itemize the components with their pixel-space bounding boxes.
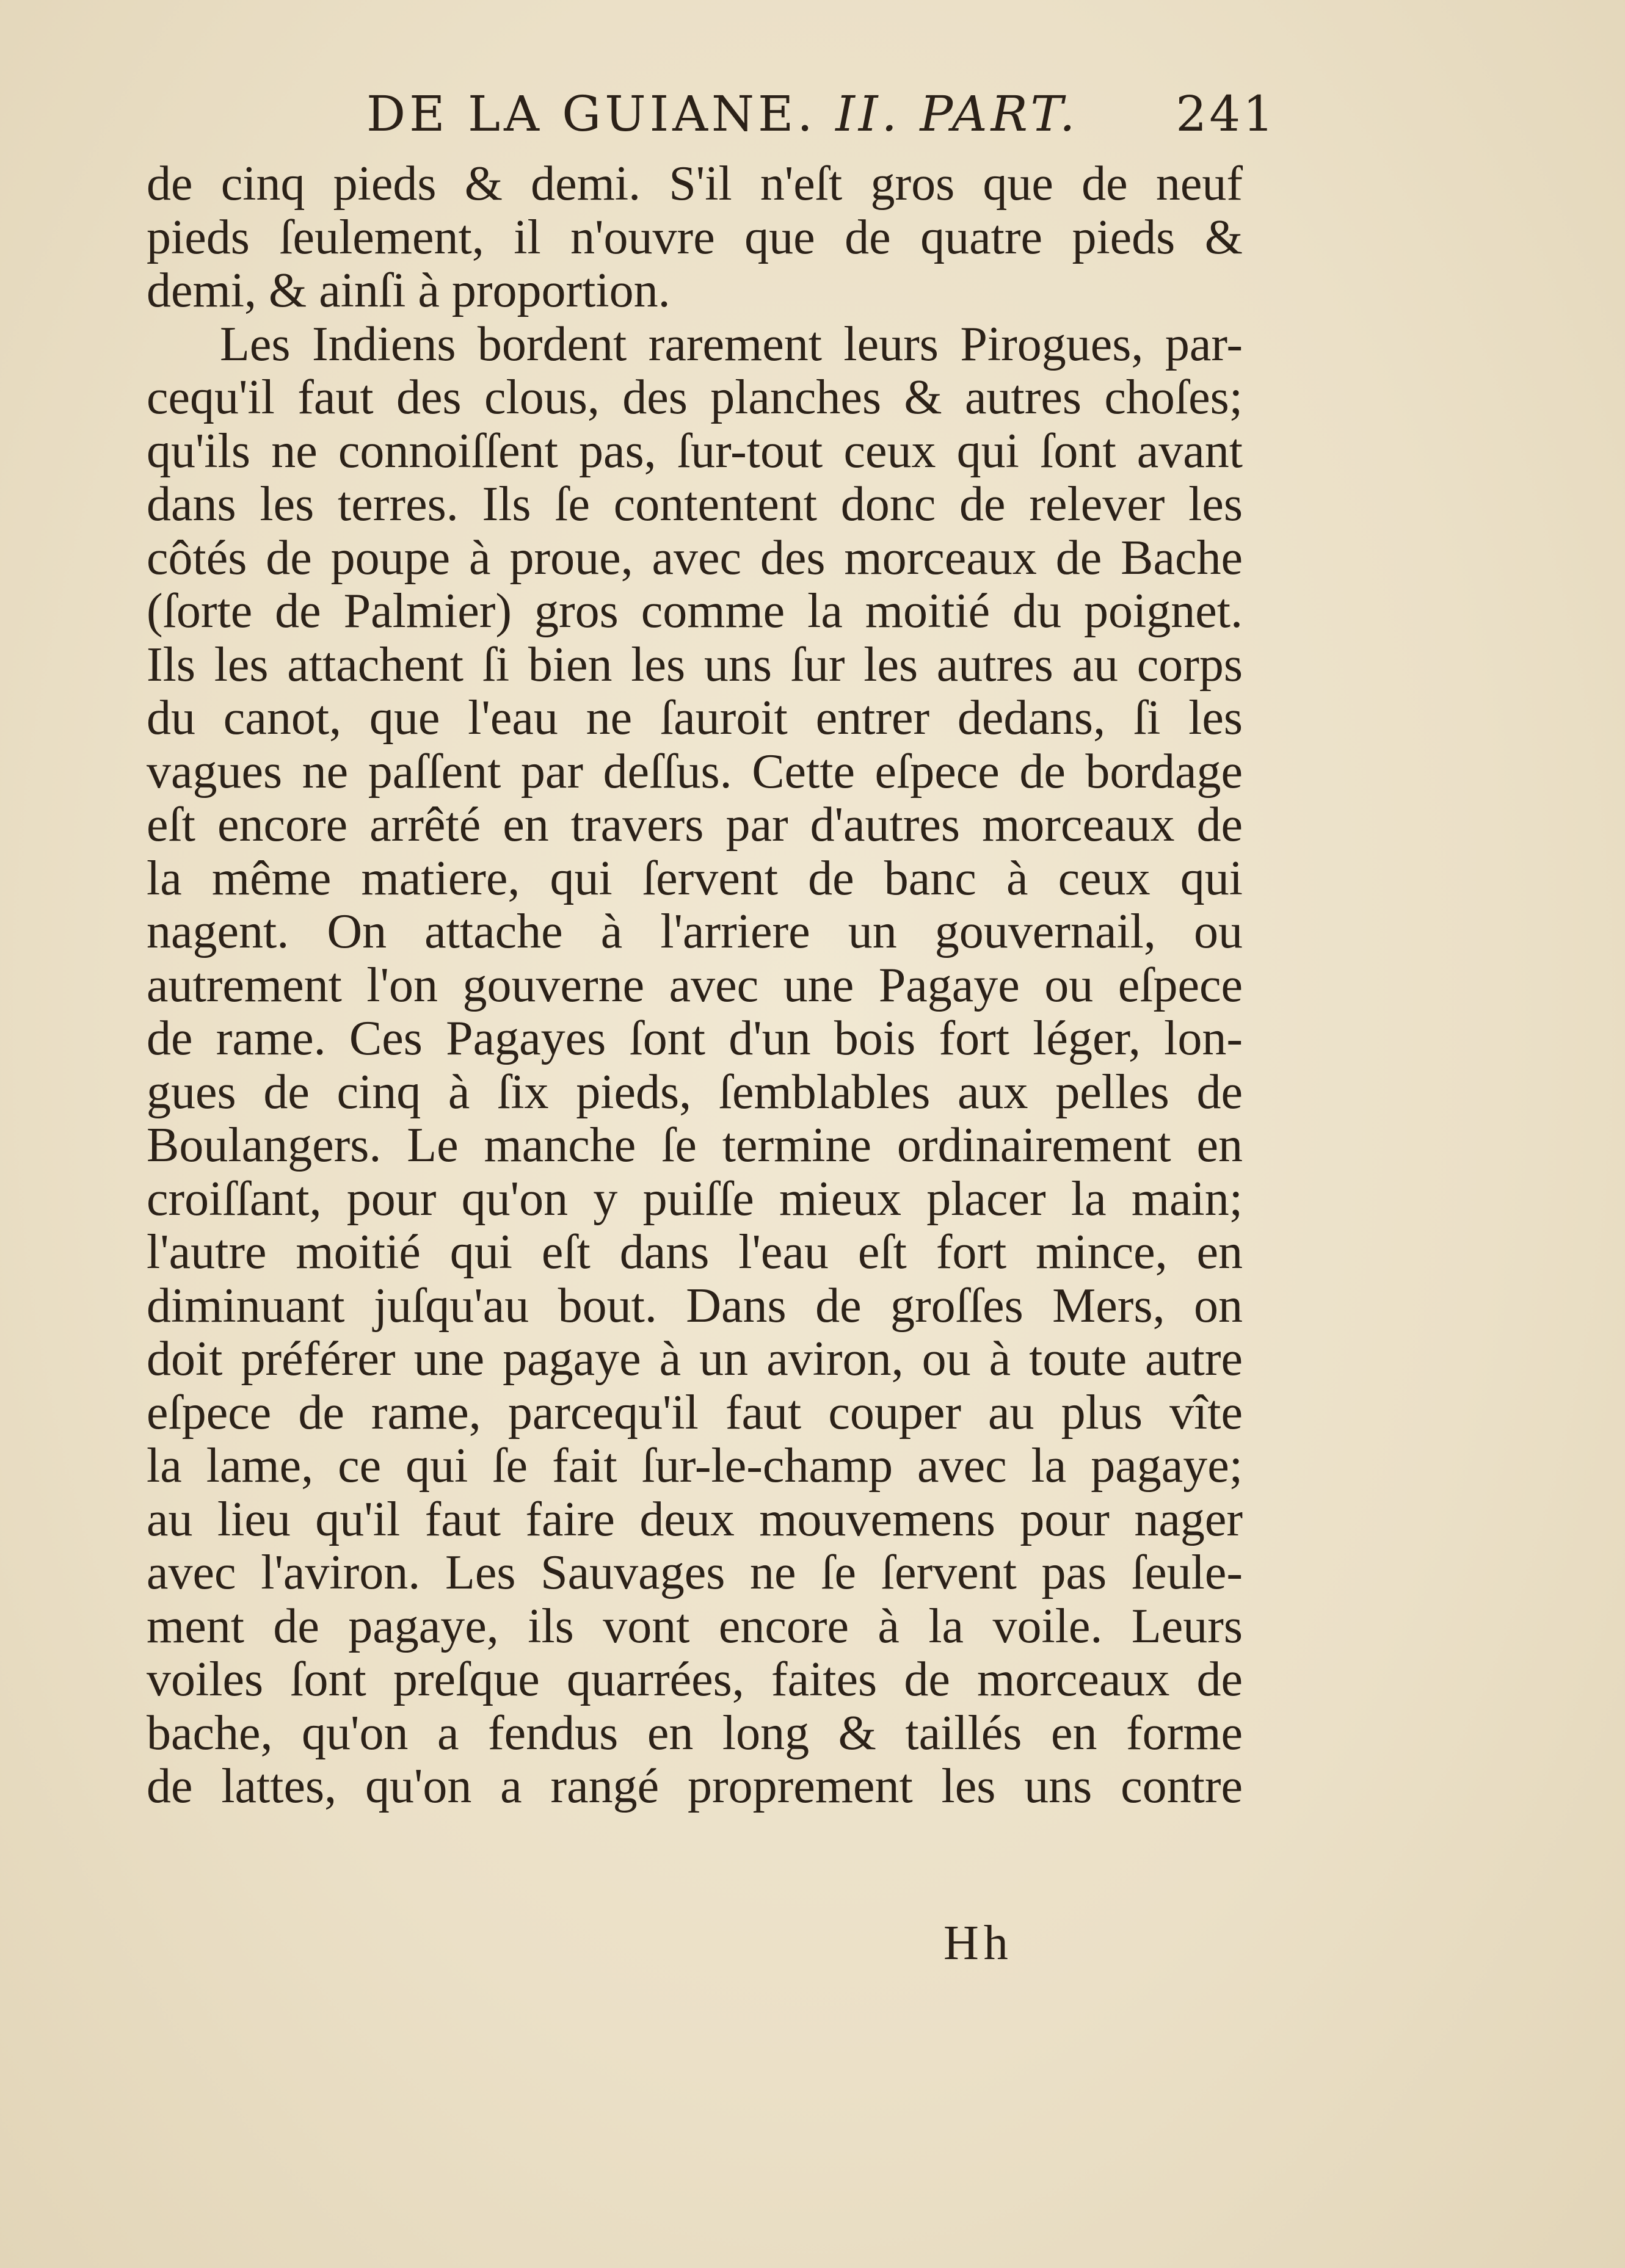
text-line: la lame, ce qui ſe fait ſur-le-champ avec la pagaye; [147,1439,1243,1493]
text-line: du canot, que l'eau ne ſauroit entrer dedans, ſi les [147,691,1243,745]
text-line: dans les terres. Ils ſe contentent donc de relever les [147,477,1243,531]
text-line: la même matiere, qui ſervent de banc à ceux qui [147,851,1243,905]
text-line: Ils les attachent ſi bien les uns ſur les autres au corps [147,637,1243,692]
text-line: eſt encore arrêté en travers par d'autres morceaux de [147,798,1243,852]
text-line: de rame. Ces Pagayes ſont d'un bois fort léger, lon- [147,1012,1243,1065]
text-line: autrement l'on gouverne avec une Pagaye ou eſpece [147,958,1243,1012]
text-line: qu'ils ne connoiſſent pas, ſur-tout ceux qui ſont avant [147,424,1243,478]
text-line: gues de cinq à ſix pieds, ſemblables aux pelles de [147,1065,1243,1119]
text-line: Les Indiens bordent rarement leurs Pirogues, par- [220,317,1243,371]
text-line: avec l'aviron. Les Sauvages ne ſe ſervent pas ſeule- [147,1546,1243,1600]
running-title [366,85,1078,142]
text-line: croiſſant, pour qu'on y puiſſe mieux placer la main; [147,1172,1243,1226]
text-line: au lieu qu'il faut faire deux mouvemens pour nager [147,1492,1243,1546]
part-label: II. PART. [835,85,1079,142]
body-text [147,158,1243,1814]
text-line: de lattes, qu'on a rangé proprement les uns contre [147,1759,1243,1813]
text-line: voiles ſont preſque quarrées, faites de morceaux de [147,1653,1243,1706]
text-line: nagent. On attache à l'arriere un gouvernail, ou [147,905,1243,958]
running-title-text: DE LA GUIANE. [366,85,816,142]
page-header [366,85,1276,153]
text-line: ment de pagaye, ils vont encore à la voile. Leurs [147,1599,1243,1653]
text-line: diminuant juſqu'au bout. Dans de groſſes Mers, on [147,1278,1243,1333]
text-line: de cinq pieds & demi. S'il n'eſt gros que de neuf [147,157,1243,211]
text-line: (ſorte de Palmier) gros comme la moitié du poignet. [147,584,1243,638]
text-line: vagues ne paſſent par deſſus. Cette eſpece de bordage [147,744,1243,799]
signature-mark: Hh [943,1916,1013,1970]
text-line: pieds ſeulement, il n'ouvre que de quatre pieds & [147,210,1243,264]
text-line: doit préférer une pagaye à un aviron, ou à toute autre [147,1332,1243,1386]
text-line: eſpece de rame, parcequ'il faut couper au plus vîte [147,1385,1243,1440]
text-line: cequ'il faut des clous, des planches & autres choſes; [147,371,1243,424]
text-line: l'autre moitié qui eſt dans l'eau eſt fort mince, en [147,1225,1243,1279]
text-line: Boulangers. Le manche ſe termine ordinairement en [147,1118,1243,1172]
text-line: demi, & ainſi à proportion. [147,264,671,317]
text-line: bache, qu'on a fendus en long & taillés en forme [147,1706,1243,1760]
text-line: côtés de poupe à proue, avec des morceaux de Bache [147,531,1243,585]
page-number: 241 [1176,85,1276,142]
